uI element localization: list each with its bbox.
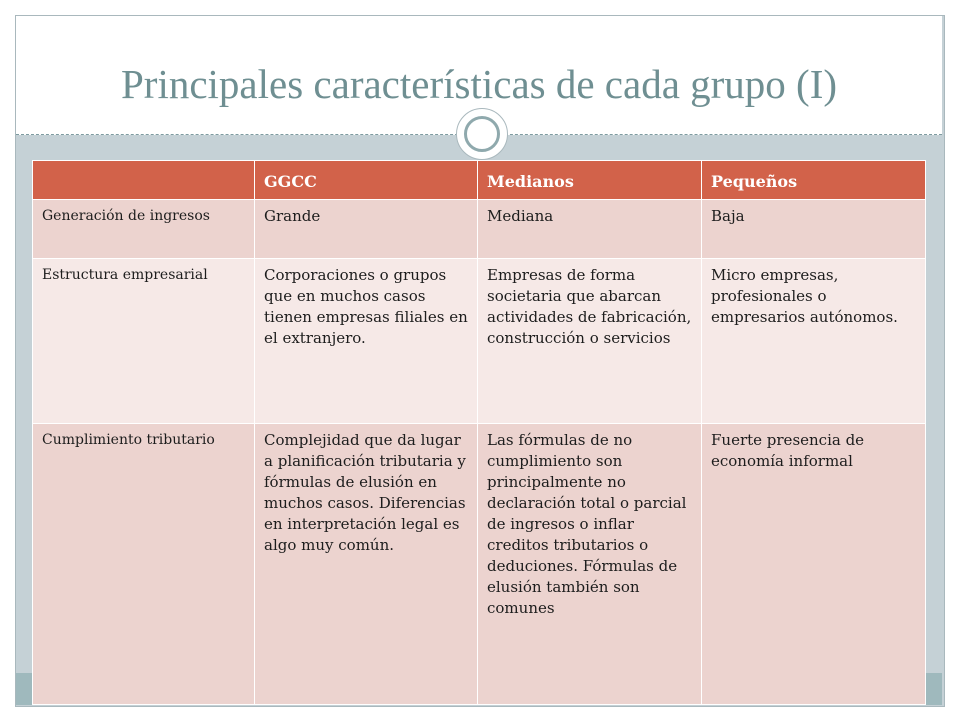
table-cell: Baja xyxy=(702,200,926,259)
table-cell: Micro empresas, profesionales o empresarios autónomos. xyxy=(702,259,926,424)
table-cell: Corporaciones o grupos que en muchos casos tienen empresas filiales en el extranjero. xyxy=(255,259,478,424)
header-cell-medianos: Medianos xyxy=(478,161,702,200)
table-cell: Las fórmulas de no cumplimiento son principalmente no declaración total o parcial de ingresos o inflar creditos tributarios o deduciones. Fórmulas de elusión también son comunes xyxy=(478,424,702,705)
circle-ornament-icon xyxy=(456,108,508,160)
table-cell: Empresas de forma societaria que abarcan actividades de fabricación, construcción o servicios xyxy=(478,259,702,424)
table-header-row xyxy=(33,161,926,200)
table-row xyxy=(33,424,926,705)
row-label: Estructura empresarial xyxy=(33,259,255,424)
table-cell: Grande xyxy=(255,200,478,259)
row-label: Cumplimiento tributario xyxy=(33,424,255,705)
table-row xyxy=(33,200,926,259)
slide-title: Principales características de cada grupo (I) xyxy=(121,61,837,107)
table-cell: Fuerte presencia de economía informal xyxy=(702,424,926,705)
table-cell: Complejidad que da lugar a planificación tributaria y fórmulas de elusión en muchos casos. Diferencias en interpretación legal es algo muy común. xyxy=(255,424,478,705)
table-cell: Mediana xyxy=(478,200,702,259)
header-cell-ggcc: GGCC xyxy=(255,161,478,200)
characteristics-table xyxy=(32,160,926,705)
circle-ornament-inner xyxy=(464,116,500,152)
table-row xyxy=(33,259,926,424)
header-cell-pequenos: Pequeños xyxy=(702,161,926,200)
header-cell-empty xyxy=(33,161,255,200)
row-label: Generación de ingresos xyxy=(33,200,255,259)
